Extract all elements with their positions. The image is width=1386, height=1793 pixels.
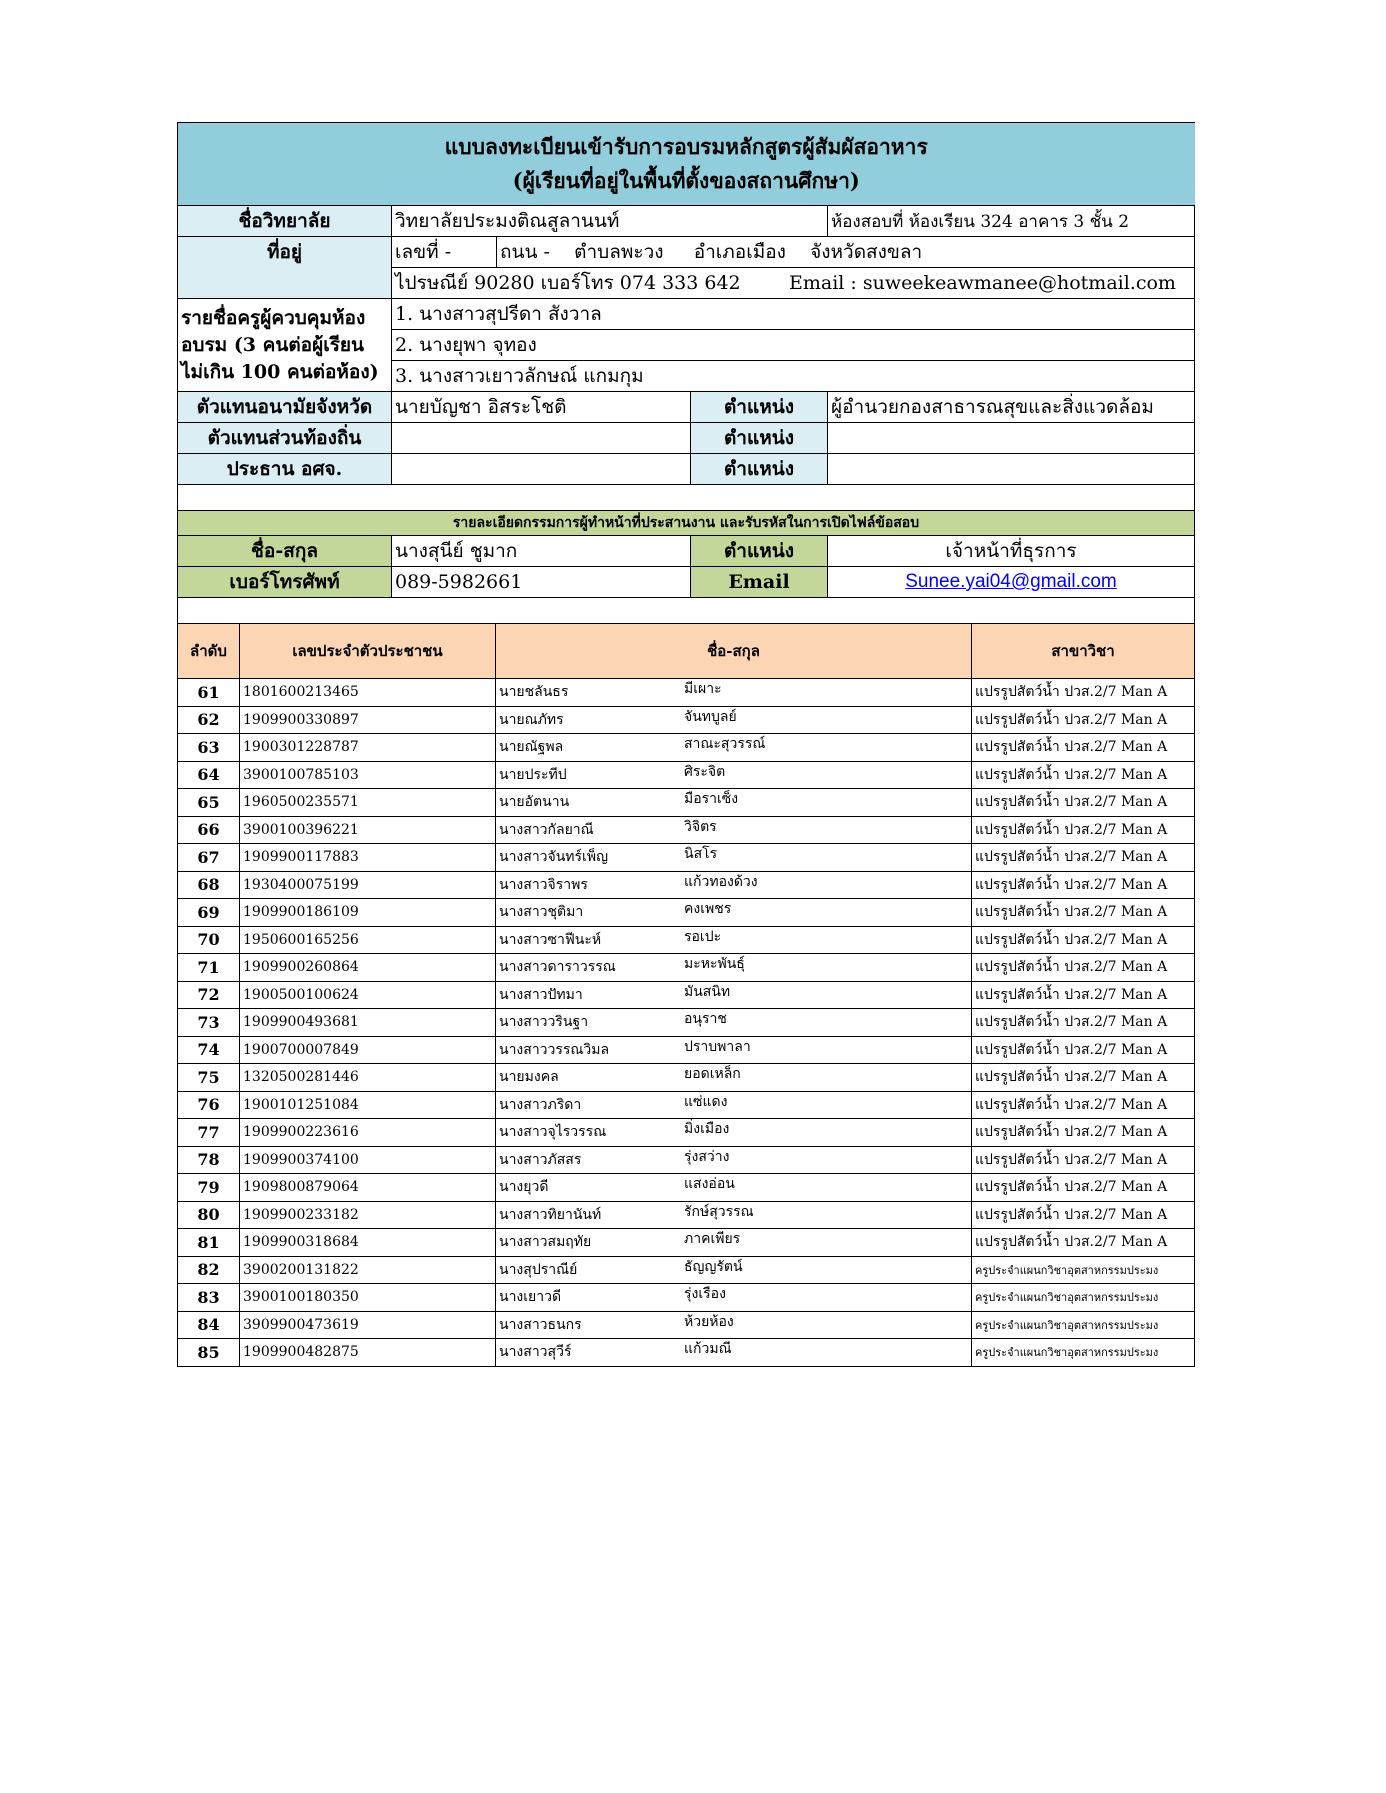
row-first-name: นางสาวกัลยาณี [499, 821, 594, 838]
row-major: ครูประจำแผนกวิชาอุตสาหกรรมประมง [972, 1339, 1195, 1367]
row-major: แปรรูปสัตว์น้ำ ปวส.2/7 Man A [972, 1091, 1195, 1119]
row-national-id: 1909900374100 [240, 1146, 496, 1174]
row-major: แปรรูปสัตว์น้ำ ปวส.2/7 Man A [972, 1036, 1195, 1064]
row-full-name [496, 1064, 972, 1092]
row-national-id: 1909900117883 [240, 844, 496, 872]
row-major: แปรรูปสัตว์น้ำ ปวส.2/7 Man A [972, 816, 1195, 844]
row-last-name: มะหะพันธุ์ [684, 956, 745, 973]
row-major: แปรรูปสัตว์น้ำ ปวส.2/7 Man A [972, 1119, 1195, 1147]
row-national-id: 1909900186109 [240, 899, 496, 927]
row-full-name [496, 899, 972, 927]
row-last-name: ศิระจิต [684, 763, 726, 780]
row-major: แปรรูปสัตว์น้ำ ปวส.2/7 Man A [972, 679, 1195, 707]
coordinator-email-label: Email [691, 567, 828, 598]
row-national-id: 1909900318684 [240, 1229, 496, 1257]
coordinator-name: นางสุนีย์ ชูมาก [392, 536, 691, 567]
row-major: แปรรูปสัตว์น้ำ ปวส.2/7 Man A [972, 761, 1195, 789]
table-row [178, 816, 1195, 844]
health-rep-position: ผู้อำนวยกองสาธารณสุขและสิ่งแวดล้อม [828, 392, 1195, 423]
row-national-id: 1900101251084 [240, 1091, 496, 1119]
row-number: 68 [178, 871, 240, 899]
row-last-name: อนุราช [684, 1011, 727, 1028]
table-row [178, 1174, 1195, 1202]
row-national-id: 1900500100624 [240, 981, 496, 1009]
row-major: ครูประจำแผนกวิชาอุตสาหกรรมประมง [972, 1256, 1195, 1284]
row-major: แปรรูปสัตว์น้ำ ปวส.2/7 Man A [972, 734, 1195, 762]
row-national-id: 1909900233182 [240, 1201, 496, 1229]
registration-form [177, 122, 1194, 1367]
supervisors-label-line-2: อบรม (3 คนต่อผู้เรียน [181, 333, 365, 356]
coordinator-position: เจ้าหน้าที่ธุรการ [828, 536, 1195, 567]
row-full-name [496, 1009, 972, 1037]
local-rep-label: ตัวแทนส่วนท้องถิ่น [178, 423, 392, 454]
row-national-id: 1909900223616 [240, 1119, 496, 1147]
row-first-name: นางสาวจุไรวรรณ [499, 1124, 607, 1141]
row-first-name: นางสาวภัสสร [499, 1151, 582, 1168]
row-number: 61 [178, 679, 240, 707]
row-full-name [496, 734, 972, 762]
row-major: ครูประจำแผนกวิชาอุตสาหกรรมประมง [972, 1284, 1195, 1312]
row-major: แปรรูปสัตว์น้ำ ปวส.2/7 Man A [972, 844, 1195, 872]
address-line-2 [392, 268, 1195, 299]
row-last-name: รอเปะ [684, 928, 722, 945]
row-last-name: แก้วทองด้วง [684, 873, 758, 890]
row-national-id: 3909900473619 [240, 1311, 496, 1339]
row-full-name [496, 1339, 972, 1367]
coordinator-phone: 089-5982661 [392, 567, 691, 598]
row-number: 77 [178, 1119, 240, 1147]
table-row [178, 1036, 1195, 1064]
row-major: แปรรูปสัตว์น้ำ ปวส.2/7 Man A [972, 1201, 1195, 1229]
table-row [178, 706, 1195, 734]
coordinator-header: รายละเอียดกรรมการผู้ทำหน้าที่ประสานงาน และรับรหัสในการเปิดไฟล์ข้อสอบ [178, 511, 1195, 536]
supervisors-label [178, 299, 392, 392]
row-number: 82 [178, 1256, 240, 1284]
row-major: แปรรูปสัตว์น้ำ ปวส.2/7 Man A [972, 926, 1195, 954]
row-full-name [496, 1311, 972, 1339]
row-number: 66 [178, 816, 240, 844]
row-last-name: คงเพชร [684, 901, 732, 918]
row-number: 73 [178, 1009, 240, 1037]
row-first-name: นางสาวจิราพร [499, 876, 588, 893]
row-major: แปรรูปสัตว์น้ำ ปวส.2/7 Man A [972, 1146, 1195, 1174]
table-row [178, 734, 1195, 762]
row-full-name [496, 706, 972, 734]
local-rep-position [828, 423, 1195, 454]
row-number: 63 [178, 734, 240, 762]
table-row [178, 1009, 1195, 1037]
row-national-id: 1930400075199 [240, 871, 496, 899]
row-national-id: 1960500235571 [240, 789, 496, 817]
row-number: 65 [178, 789, 240, 817]
row-full-name [496, 1256, 972, 1284]
row-last-name: รักษ์สุวรรณ [684, 1203, 754, 1220]
supervisor-2: 2. นางยุพา จุทอง [392, 330, 1195, 361]
chair-position-label: ตำแหน่ง [691, 454, 828, 485]
address-postal-phone: ไปรษณีย์ 90280 เบอร์โทร 074 333 642 [395, 272, 741, 294]
title-line-1: แบบลงทะเบียนเข้ารับการอบรมหลักสูตรผู้สัมผัสอาหาร [444, 134, 928, 159]
row-full-name [496, 871, 972, 899]
row-last-name: จันทบูลย์ [684, 708, 737, 725]
address-road: ถนน - [500, 241, 550, 263]
row-major: แปรรูปสัตว์น้ำ ปวส.2/7 Man A [972, 789, 1195, 817]
student-rows [178, 679, 1195, 1367]
row-first-name: นางสาวจันทร์เพ็ญ [499, 849, 608, 866]
table-row [178, 981, 1195, 1009]
row-first-name: นายณัฐพล [499, 739, 564, 756]
spacer-row [178, 598, 1195, 624]
row-full-name [496, 954, 972, 982]
health-rep-label: ตัวแทนอนามัยจังหวัด [178, 392, 392, 423]
row-first-name: นายณภัทร [499, 711, 564, 728]
row-full-name [496, 1036, 972, 1064]
coordinator-email-link[interactable]: Sunee.yai04@gmail.com [828, 567, 1195, 598]
row-major: แปรรูปสัตว์น้ำ ปวส.2/7 Man A [972, 871, 1195, 899]
row-first-name: นางสาวภริดา [499, 1096, 582, 1113]
row-major: แปรรูปสัตว์น้ำ ปวส.2/7 Man A [972, 954, 1195, 982]
form-title [178, 123, 1195, 206]
row-number: 75 [178, 1064, 240, 1092]
supervisors-label-line-3: ไม่เกิน 100 คนต่อห้อง) [181, 360, 379, 383]
row-national-id: 1950600165256 [240, 926, 496, 954]
health-rep-value: นายบัญชา อิสระโชติ [392, 392, 691, 423]
row-number: 84 [178, 1311, 240, 1339]
row-number: 79 [178, 1174, 240, 1202]
coordinator-phone-label: เบอร์โทรศัพท์ [178, 567, 392, 598]
row-number: 67 [178, 844, 240, 872]
college-label: ชื่อวิทยาลัย [178, 206, 392, 237]
table-row [178, 871, 1195, 899]
row-first-name: นางสาวดาราวรรณ [499, 959, 616, 976]
row-full-name [496, 1146, 972, 1174]
row-last-name: ธัญญรัตน์ [684, 1258, 743, 1275]
row-major: แปรรูปสัตว์น้ำ ปวส.2/7 Man A [972, 899, 1195, 927]
col-header-major: สาขาวิชา [972, 624, 1195, 679]
row-major: แปรรูปสัตว์น้ำ ปวส.2/7 Man A [972, 981, 1195, 1009]
row-major: ครูประจำแผนกวิชาอุตสาหกรรมประมง [972, 1311, 1195, 1339]
row-number: 70 [178, 926, 240, 954]
row-national-id: 1801600213465 [240, 679, 496, 707]
row-major: แปรรูปสัตว์น้ำ ปวส.2/7 Man A [972, 1229, 1195, 1257]
row-major: แปรรูปสัตว์น้ำ ปวส.2/7 Man A [972, 706, 1195, 734]
chair-position [828, 454, 1195, 485]
coordinator-name-label: ชื่อ-สกุล [178, 536, 392, 567]
table-row [178, 679, 1195, 707]
row-last-name: มันสนิท [684, 983, 731, 1000]
row-number: 85 [178, 1339, 240, 1367]
row-full-name [496, 761, 972, 789]
row-national-id: 1320500281446 [240, 1064, 496, 1092]
table-row [178, 1339, 1195, 1367]
table-row [178, 954, 1195, 982]
row-number: 83 [178, 1284, 240, 1312]
row-national-id: 1909900482875 [240, 1339, 496, 1367]
row-first-name: นางสาววรินฐา [499, 1014, 589, 1031]
row-full-name [496, 1201, 972, 1229]
row-major: แปรรูปสัตว์น้ำ ปวส.2/7 Man A [972, 1174, 1195, 1202]
table-row [178, 789, 1195, 817]
supervisors-label-line-1: รายชื่อครูผู้ควบคุมห้อง [181, 306, 366, 329]
row-last-name: สาณะสุวรรณ์ [684, 736, 766, 753]
row-national-id: 1909900493681 [240, 1009, 496, 1037]
row-national-id: 3900200131822 [240, 1256, 496, 1284]
row-national-id: 1900301228787 [240, 734, 496, 762]
row-full-name [496, 1119, 972, 1147]
row-full-name [496, 789, 972, 817]
table-row [178, 899, 1195, 927]
row-national-id: 1909900330897 [240, 706, 496, 734]
row-number: 69 [178, 899, 240, 927]
col-header-no: ลำดับ [178, 624, 240, 679]
row-last-name: แก้วมณี [684, 1341, 732, 1358]
address-rest: ตำบลพะวง อำเภอเมือง จังหวัดสงขลา [574, 241, 923, 263]
row-first-name: นายประทีป [499, 766, 567, 783]
row-last-name: แสงอ่อน [684, 1176, 735, 1193]
table-row [178, 1119, 1195, 1147]
address-number: เลขที่ - [392, 237, 497, 268]
row-first-name: นางสุปราณีย์ [499, 1261, 578, 1278]
row-full-name [496, 1091, 972, 1119]
row-number: 62 [178, 706, 240, 734]
row-national-id: 3900100180350 [240, 1284, 496, 1312]
address-road-district [497, 237, 1195, 268]
row-full-name [496, 679, 972, 707]
row-number: 78 [178, 1146, 240, 1174]
table-row [178, 761, 1195, 789]
row-number: 74 [178, 1036, 240, 1064]
row-full-name [496, 816, 972, 844]
table-row [178, 926, 1195, 954]
college-value: วิทยาลัยประมงติณสูลานนท์ [392, 206, 828, 237]
row-number: 64 [178, 761, 240, 789]
row-national-id: 3900100785103 [240, 761, 496, 789]
row-last-name: มีเผาะ [684, 681, 722, 698]
row-number: 72 [178, 981, 240, 1009]
row-last-name: แซ่แดง [684, 1093, 728, 1110]
row-full-name [496, 981, 972, 1009]
row-full-name [496, 844, 972, 872]
table-row [178, 1146, 1195, 1174]
address-label: ที่อยู่ [178, 237, 392, 299]
row-last-name: นิสโร [684, 846, 718, 863]
table-row [178, 1284, 1195, 1312]
row-national-id: 3900100396221 [240, 816, 496, 844]
table-row [178, 1201, 1195, 1229]
row-first-name: นางยุวดี [499, 1179, 549, 1196]
info-table [177, 122, 1195, 623]
row-first-name: นางสาวธนกร [499, 1316, 582, 1333]
col-header-name: ชื่อ-สกุล [496, 624, 972, 679]
row-full-name [496, 926, 972, 954]
row-first-name: นายมงคล [499, 1069, 559, 1086]
student-list-table [177, 623, 1195, 1367]
local-rep-value [392, 423, 691, 454]
local-rep-position-label: ตำแหน่ง [691, 423, 828, 454]
row-last-name: ห้วยห้อง [684, 1313, 734, 1330]
row-first-name: นางสาวทิยานันท์ [499, 1206, 602, 1223]
coordinator-position-label: ตำแหน่ง [691, 536, 828, 567]
row-national-id: 1900700007849 [240, 1036, 496, 1064]
row-first-name: นางสาววรรณวิมล [499, 1041, 610, 1058]
row-full-name [496, 1284, 972, 1312]
supervisor-1: 1. นางสาวสุปรีดา สังวาล [392, 299, 1195, 330]
row-number: 80 [178, 1201, 240, 1229]
row-full-name [496, 1174, 972, 1202]
table-row [178, 1256, 1195, 1284]
supervisor-3: 3. นางสาวเยาวลักษณ์ แกมกุม [392, 361, 1195, 392]
row-first-name: นางเยาวดี [499, 1289, 562, 1306]
table-row [178, 1091, 1195, 1119]
chair-label: ประธาน อศจ. [178, 454, 392, 485]
row-last-name: มือราเซ็ง [684, 791, 739, 808]
row-last-name: มิ่งเมือง [684, 1121, 730, 1138]
row-major: แปรรูปสัตว์น้ำ ปวส.2/7 Man A [972, 1064, 1195, 1092]
row-number: 71 [178, 954, 240, 982]
row-number: 81 [178, 1229, 240, 1257]
row-last-name: รุ่งสว่าง [684, 1148, 730, 1165]
exam-room: ห้องสอบที่ ห้องเรียน 324 อาคาร 3 ชั้น 2 [828, 206, 1195, 237]
table-row [178, 1064, 1195, 1092]
health-rep-position-label: ตำแหน่ง [691, 392, 828, 423]
row-last-name: ยอดเหล็ก [684, 1066, 741, 1083]
row-first-name: นางสาวสุวีร์ [499, 1344, 572, 1361]
row-first-name: นางสาวชุติมา [499, 904, 584, 921]
row-last-name: ปราบพาลา [684, 1038, 751, 1055]
title-line-2: (ผู้เรียนที่อยู่ในพื้นที่ตั้งของสถานศึกษา) [512, 168, 860, 193]
row-last-name: วิจิตร [684, 818, 717, 835]
col-header-id: เลขประจำตัวประชาชน [240, 624, 496, 679]
row-first-name: นายอัตนาน [499, 794, 570, 811]
row-first-name: นางสาวปัทมา [499, 986, 583, 1003]
table-row [178, 844, 1195, 872]
table-row [178, 1311, 1195, 1339]
row-national-id: 1909900260864 [240, 954, 496, 982]
row-first-name: นายชลันธร [499, 684, 569, 701]
address-email: Email : suweekeawmanee@hotmail.com [788, 272, 1176, 294]
row-last-name: ภาคเพียร [684, 1231, 741, 1248]
row-national-id: 1909800879064 [240, 1174, 496, 1202]
row-last-name: รุ่งเรือง [684, 1286, 726, 1303]
row-first-name: นางสาวสมฤทัย [499, 1234, 592, 1251]
row-full-name [496, 1229, 972, 1257]
row-major: แปรรูปสัตว์น้ำ ปวส.2/7 Man A [972, 1009, 1195, 1037]
row-number: 76 [178, 1091, 240, 1119]
table-row [178, 1229, 1195, 1257]
row-first-name: นางสาวซาฟีนะห์ [499, 931, 602, 948]
spacer-row [178, 485, 1195, 511]
chair-value [392, 454, 691, 485]
